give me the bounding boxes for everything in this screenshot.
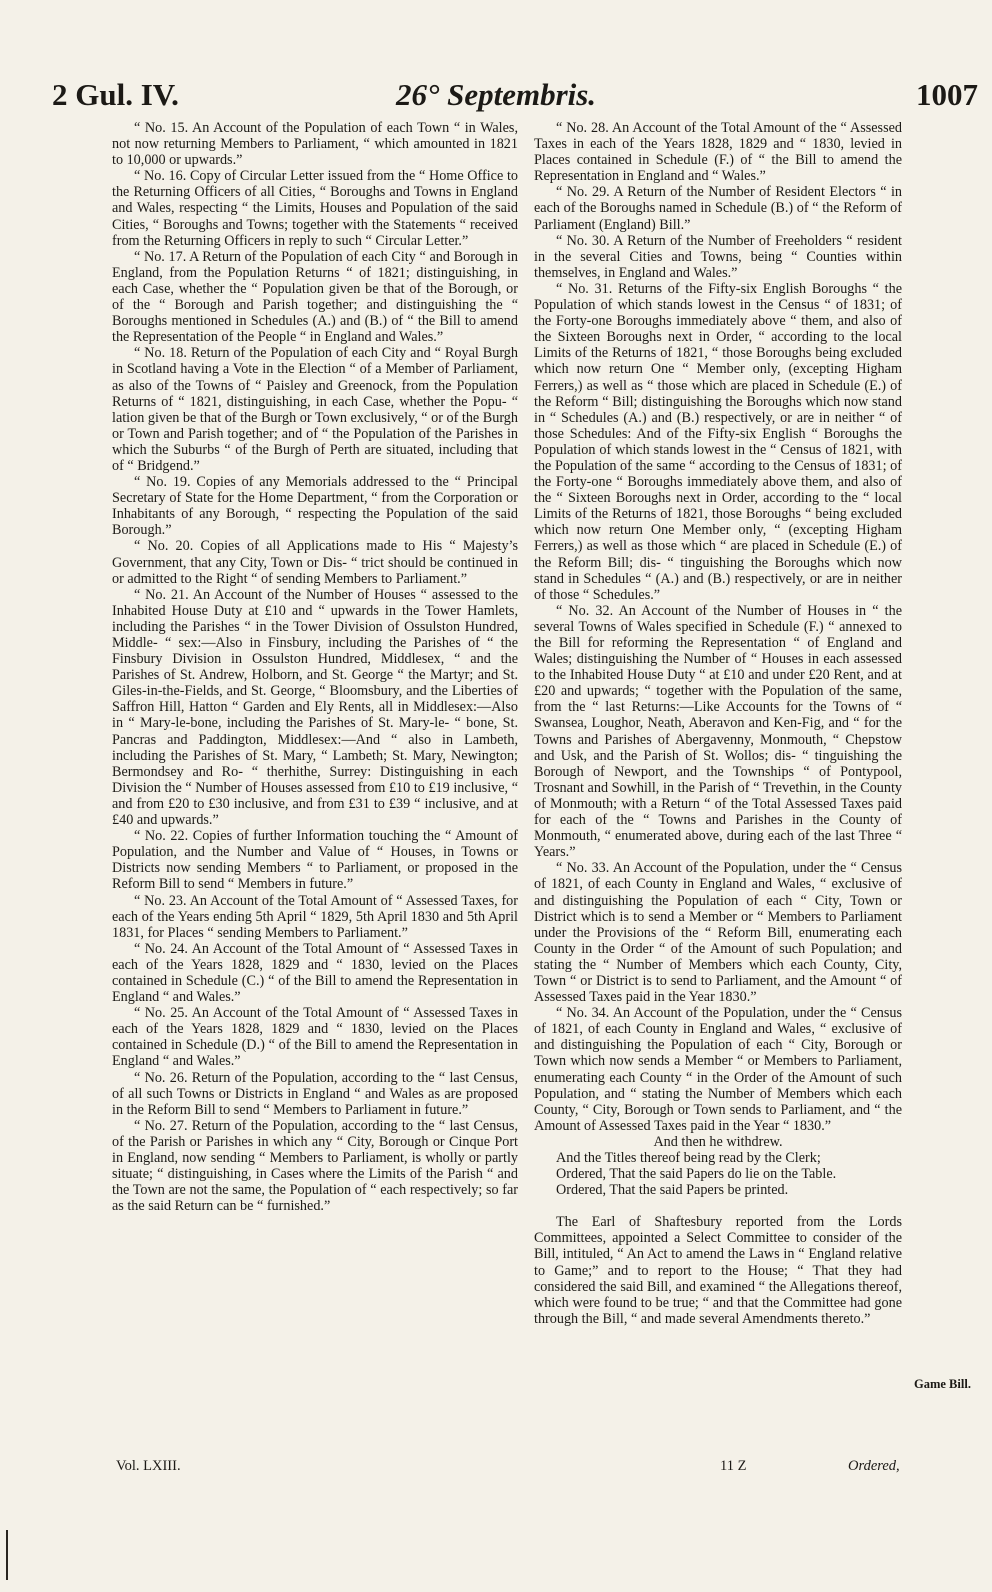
volume-footer: Vol. LXIII. — [116, 1458, 181, 1474]
paragraph: “ No. 29. A Return of the Number of Resident Electors “ in each of the Boroughs named in Schedule (B.) of “ the Reform of Parliament (England) Bill.” — [534, 184, 902, 233]
order-line: Ordered, That the said Papers do lie on the Table. — [556, 1166, 837, 1183]
paragraph: “ No. 24. An Account of the Total Amount of “ Assessed Taxes in each of the Years 1828, 1829 and “ 1830, levied on the Places contained in Schedule (C.) “ of the Bill to amend the Representation in England “ and Wales.” — [112, 940, 518, 1006]
date-heading: 26° Septembris. — [395, 77, 597, 112]
signature-mark: 11 Z — [720, 1458, 747, 1474]
paragraph: “ No. 25. An Account of the Total Amount of “ Assessed Taxes in each of the Years 1828, 1829 and “ 1830, levied on the Places contained in Schedule (D.) “ of the Bill to amend the Representation in England “ and Wales.” — [112, 1005, 518, 1070]
paragraph: “ No. 17. A Return of the Population of each City “ and Borough in England, from the Population Returns “ of 1821; distinguishing, in each Case, whether the “ Population given be that of the Borough, or of the “ Borough and Parish together; and distinguishing the “ Boroughs mentioned in Schedules (A.) and (B.) of “ the Bill to amend the Representation of the People “ in England and Wales.” — [112, 248, 518, 346]
paragraph: And the Titles thereof being read by the Clerk; — [556, 1150, 821, 1166]
paragraph: “ No. 28. An Account of the Total Amount of the “ Assessed Taxes in each of the Years 1828, 1829 and “ 1830, levied in Places contained in Schedule (F.) of “ the Bill to amend the Representation in England and “ Wales.” — [534, 120, 902, 185]
paragraph: “ No. 20. Copies of all Applications made to His “ Majesty’s Government, that any City, Town or Dis- “ trict should be continued in or admitted to the Right “ of sending Members to Parliament.” — [112, 538, 518, 587]
paragraph: “ No. 18. Return of the Population of each City and “ Royal Burgh in Scotland having a Vote in the Election “ of a Member of Parliament, as also of the Towns of “ Paisley and Greenock, from the Population Returns of “ 1821, distinguishing, in each Case, whether the Popu- “ lation given be that of the Burgh or Town exclusively, “ or of the Burgh or Town and Parish together; and of “ the Population of the Parishes in which the Suburbs “ of the Burgh of Perth are situated, including that of “ Bridgend.” — [112, 345, 518, 474]
right-column — [534, 120, 902, 1327]
paragraph: “ No. 26. Return of the Population, according to the “ last Census, of all such Towns or Districts in England “ and Wales as are proposed in the Reform Bill to send “ Members to Parliament in future.” — [112, 1069, 518, 1118]
page-edge-mark — [6, 1530, 8, 1580]
margin-note: Game Bill. — [914, 1377, 971, 1391]
paragraph: “ No. 16. Copy of Circular Letter issued from the “ Home Office to the Returning Officers of all Cities, “ Boroughs and Towns in England and Wales, respecting “ the Limits, Houses and Population of the said Cities, “ Boroughs and Towns; together with the Statements “ received from the Returning Officers in reply to such “ Circular Letter.” — [112, 168, 518, 249]
paragraph: “ No. 31. Returns of the Fifty-six English Boroughs “ the Population of which stands lowest in the Census “ of 1831; of the Forty-one Boroughs immediately above “ them, and also of the Sixteen Boroughs next in Order, “ according to the local Limits of the Returns of 1821, “ those Boroughs being excluded which now return One “ Member only, (excepting Higham Ferrers,) as well as “ those which are placed in Schedule (E.) of the Reform “ Bill; distinguishing the Boroughs which now stand in “ Schedules (A.) and (B.) respectively, or are in neither “ of those Schedules: And of the Fifty-six English “ Boroughs the Population of which stands lowest in the “ Census of 1821, with the Population of the same “ according to the Census of 1831; of the Forty-one “ Boroughs immediately above them, and also of the “ Sixteen Boroughs next in Order, according to the “ local Limits of the Returns of 1821, those Boroughs “ being excluded which now return One Member only, “ (excepting Higham Ferrers,) as well as those which “ are placed in Schedule (E.) of the Reform Bill; dis- “ tinguishing the Boroughs which now stand in Schedules “ (A.) and (B.) respectively, or are in neither of those “ Schedules.” — [534, 280, 902, 603]
paragraph: “ No. 23. An Account of the Total Amount of “ Assessed Taxes, for each of the Years ending 5th April “ 1829, 5th April 1830 and 5th April 1831, for Places “ sending Members to Parliament.” — [112, 892, 518, 941]
order-line: Ordered, That the said Papers be printed. — [556, 1182, 789, 1199]
catchword: Ordered, — [848, 1458, 900, 1474]
paragraph: “ No. 19. Copies of any Memorials addressed to the “ Principal Secretary of State for the Home Department, “ from the Corporation or Inhabitants of any Borough, “ respecting the Population of the said Borough.” — [112, 474, 518, 539]
paragraph: “ No. 34. An Account of the Population, under the “ Census of 1821, of each County in England and Wales, “ exclusive of and distinguishing the Population of each “ City, Borough or Town which now sends a Member “ or Members to Parliament, enumerating each County “ in the Order of the Amount of such Population, and “ stating the Number of Members which each County, “ City, Borough or Town sends to Parliament, and “ the Amount of Assessed Taxes paid in the Year “ 1830.” — [534, 1005, 902, 1134]
game-bill-paragraph: The Earl of Shaftesbury reported from the Lords Committees, appointed a Select Committee to consider of the Bill, intituled, “ An Act to amend the Laws in “ England relative to Game;” and to report to the House; “ That they had considered the said Bill, and examined “ the Allegations thereof, which were found to be true; “ and that the Committee had gone through the Bill, “ and made several Amendments thereto.” — [534, 1214, 902, 1327]
paragraph: “ No. 21. An Account of the Number of Houses “ assessed to the Inhabited House Duty at £10 and “ upwards in the Tower Hamlets, including the Parishes “ in the Tower Division of Ossulston Hundred, Middle- “ sex:—Also in Finsbury, including the Parishes of “ the Finsbury Division in Ossulston Hundred, Middlesex, “ and the Parishes of St. Andrew, Holborn, and St. George “ the Martyr; and St. Giles-in-the-Fields, and St. George, “ Bloomsbury, and the Liberties of Saffron Hill, Hatton “ Garden and Ely Rents, all in Middlesex:—Also in “ Mary-le-bone, including the Parishes of St. Mary-le- “ bone, St. Pancras and Paddington, Middlesex:—And “ also in Lambeth, including the Parishes of St. Mary, “ Lambeth; St. Mary, Newington; Bermondsey and Ro- “ therhithe, Surrey: Distinguishing in each Division the “ Number of Houses assessed from £10 to £19 inclusive, “ and from £20 to £30 inclusive, and from £31 to £39 “ inclusive, and at £40 and upwards.” — [112, 586, 518, 829]
paragraph: “ No. 27. Return of the Population, according to the “ last Census, of the Parish or Parishes in which any “ City, Borough or Cinque Port in England, now sending “ Members to Parliament, is wholly or partly situate; “ distinguishing, in Cases where the Limits of the Parish “ and the Town are not the same, the Population of “ each respectively; so far as the said Return can be “ furnished.” — [112, 1117, 518, 1215]
paragraph: “ No. 30. A Return of the Number of Freeholders “ resident in the several Cities and Towns, being “ Counties within themselves, in England and Wales.” — [534, 232, 902, 281]
regnal-year-heading: 2 Gul. IV. — [52, 77, 179, 112]
left-column — [112, 120, 518, 1214]
paragraph: “ No. 15. An Account of the Population of each Town “ in Wales, not now returning Members to Parliament, “ which amounted in 1821 to 10,000 or upwards.” — [112, 120, 518, 169]
withdrew-line: And then he withdrew. — [653, 1133, 783, 1150]
paragraph: “ No. 33. An Account of the Population, under the “ Census of 1821, of each County in England and Wales, “ exclusive of and distinguishing the Population of each “ City, Town or District which is to send a Member or “ Members to Parliament under the Provisions of the “ Reform Bill, enumerating each County in the Order “ of the Amount of such Population; and stating the “ Number of Members which each County, City, Town “ or District is to send to Parliament, and the Amount “ of Assessed Taxes paid in the Year 1830.” — [534, 860, 902, 1006]
paragraph: “ No. 22. Copies of further Information touching the “ Amount of Population, and the Number and Value of “ Houses, in Towns or Districts now sending Members “ to Parliament, or proposed in the Reform Bill to send “ Members in future.” — [112, 828, 518, 893]
page-number: 1007 — [916, 77, 978, 112]
paragraph: “ No. 32. An Account of the Number of Houses in “ the several Towns of Wales specified in Schedule (F.) “ annexed to the Bill for reforming the Representation “ of England and Wales; distinguishing the Number of “ Houses in each assessed to the Inhabited House Duty “ at £10 and under £20 Rent, and at £20 and upwards; “ together with the Population of the same, from the “ last Returns:—Like Accounts for the Towns of “ Swansea, Loughor, Neath, Aberavon and Ken-Fig, and “ for the Towns and Parishes of Abergavenny, Monmouth, “ Chepstow and Usk, and the Parish of St. Wollos; dis- “ tinguishing the Borough of Newport, and the Townships “ of Pontypool, Trosnant and Sowhill, in the Parish of “ Trevethin, in the County of Monmouth; with a Return “ of the Total Assessed Taxes paid for each of the “ Towns and Parishes in the County of Monmouth, “ enumerated above, during each of the last Three “ Years.” — [534, 602, 902, 861]
